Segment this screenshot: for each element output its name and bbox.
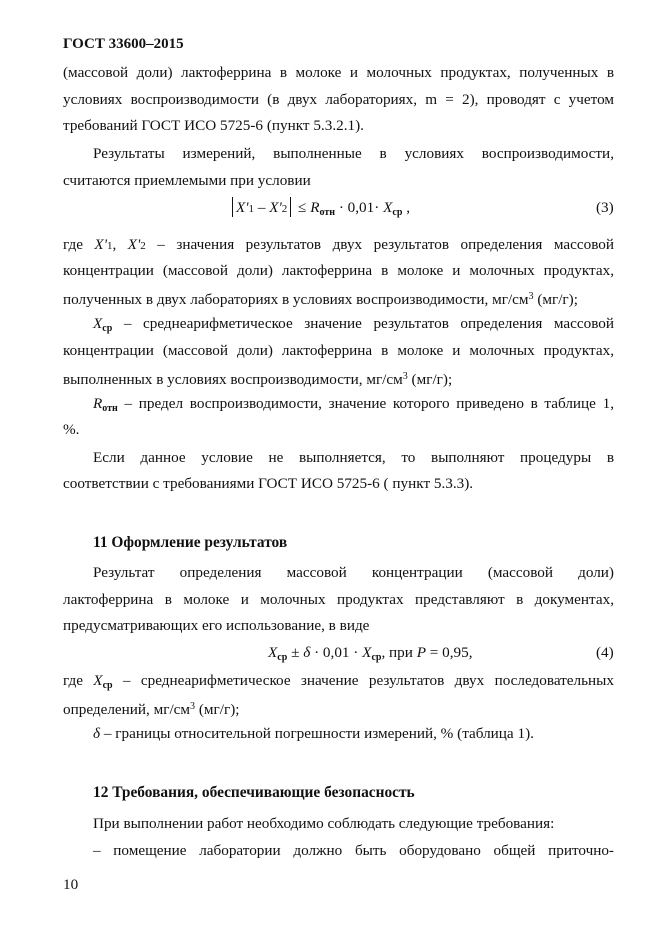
text-line — [63, 671, 614, 696]
superscript: 3 — [528, 291, 534, 302]
formula-symbol: R — [310, 199, 320, 216]
text-line — [63, 697, 614, 720]
text: концентрации (массовой доли) лактоферрина в молоке и молочных продуктах, — [63, 262, 614, 279]
formula-operator: · 0,01 · — [310, 644, 363, 661]
text-line — [63, 420, 614, 440]
formula-subscript: 2 — [140, 240, 146, 252]
text-line — [63, 116, 614, 136]
formula-operator: ± — [287, 644, 304, 661]
formula-symbol: P — [416, 644, 426, 661]
formula-text: , при — [381, 644, 417, 661]
equation-number: (3) — [596, 199, 614, 216]
text-line — [93, 394, 614, 419]
text: полученных в двух лабораториях в условиях воспроизводимости, мг/см — [63, 291, 529, 308]
formula-subscript: 1 — [106, 240, 113, 252]
equation-number: (4) — [596, 644, 614, 661]
text: требований ГОСТ ИСО 5725-6 (пункт 5.3.2.1). — [63, 117, 364, 134]
text: %. — [63, 421, 80, 438]
formula-subscript: 1 — [248, 203, 255, 215]
formula-subscript: 2 — [281, 203, 288, 215]
text-line — [63, 63, 614, 83]
text: определений, мг/см — [63, 701, 191, 718]
formula-operator: ≤ — [294, 199, 311, 216]
formula-3 — [229, 197, 410, 218]
text: – предел воспроизводимости, значение которого приведено в таблице 1, — [117, 395, 614, 412]
text-line — [93, 724, 614, 744]
formula-subscript: ср — [371, 652, 382, 663]
formula-symbol: X — [268, 644, 278, 661]
text: лактоферрина в молоке и молочных продуктах представляют в документах, — [63, 591, 614, 608]
formula-symbol: X' — [127, 236, 141, 253]
formula-subscript: отн — [102, 403, 118, 414]
text: где — [63, 672, 94, 689]
section-heading: 12 Требования, обеспечивающие безопасность — [93, 784, 415, 801]
formula-operator: – — [254, 199, 270, 216]
formula-symbol: X — [93, 672, 103, 689]
text-line — [63, 287, 614, 310]
formula-subscript: отн — [319, 207, 336, 218]
formula-symbol: R — [93, 395, 103, 412]
text-line — [63, 235, 614, 256]
formula-subscript: ср — [277, 652, 288, 663]
text-line — [93, 563, 614, 583]
formula-punct: , — [402, 199, 410, 216]
text-line — [63, 367, 614, 390]
text: выполненных в условиях воспроизводимости, мг/см — [63, 371, 403, 388]
formula-symbol: X — [93, 315, 103, 332]
superscript: 3 — [190, 701, 196, 712]
section-heading: 11 Оформление результатов — [93, 534, 288, 551]
abs-bar-right — [290, 197, 291, 217]
text: – помещение лаборатории должно быть оборудовано общей приточно- — [93, 842, 614, 859]
text: , — [112, 236, 128, 253]
text: (мг/г); — [407, 371, 453, 388]
formula-4 — [268, 644, 473, 663]
text: считаются приемлемыми при условии — [63, 172, 311, 189]
text: – значения результатов двух результатов определения массовой — [145, 236, 614, 253]
text-line — [63, 90, 614, 110]
text-line — [63, 261, 614, 281]
abs-bar-left — [232, 197, 233, 217]
text-line — [63, 616, 614, 636]
document-header: ГОСТ 33600–2015 — [63, 36, 184, 52]
text: концентрации (массовой доли) лактоферрина в молоке и молочных продуктах, — [63, 342, 614, 359]
text: соответствии с требованиями ГОСТ ИСО 5725-6 ( пункт 5.3.3). — [63, 475, 474, 492]
text: Результаты измерений, выполненные в условиях воспроизводимости, — [93, 145, 614, 162]
formula-symbol: δ — [93, 725, 101, 742]
formula-subscript: ср — [102, 323, 113, 334]
formula-symbol: X' — [236, 199, 249, 216]
text: Если данное условие не выполняется, то выполняют процедуры в — [93, 449, 614, 466]
text-line — [63, 171, 614, 191]
formula-subscript: ср — [102, 680, 113, 691]
text-line — [93, 448, 614, 468]
formula-symbol: X' — [269, 199, 282, 216]
text: – среднеарифметическое значение результатов двух последовательных — [112, 672, 614, 689]
text: Результат определения массовой концентрации (массовой доли) — [93, 564, 614, 581]
text: (мг/г); — [533, 291, 578, 308]
page-number: 10 — [63, 876, 79, 893]
text: предусматривающих его использование, в виде — [63, 617, 370, 634]
formula-operator: · 0,01· — [335, 199, 384, 216]
text-line — [93, 841, 614, 861]
text: (мг/г); — [195, 701, 240, 718]
text-line — [63, 590, 614, 610]
text: – границы относительной погрешности измерений, % (таблица 1). — [100, 725, 534, 742]
text-line — [93, 314, 614, 339]
superscript: 3 — [402, 371, 408, 382]
formula-symbol: δ — [303, 644, 311, 661]
text-line — [93, 144, 614, 164]
text-line — [63, 341, 614, 361]
text: (массовой доли) лактоферрина в молоке и молочных продуктах, полученных в — [63, 64, 614, 81]
text-line — [93, 814, 614, 834]
formula-symbol: X — [383, 199, 393, 216]
text: где — [63, 236, 95, 253]
text: – среднеарифметическое значение результатов определения массовой — [112, 315, 614, 332]
formula-subscript: ср — [392, 207, 403, 218]
formula-symbol: X' — [94, 236, 107, 253]
text: При выполнении работ необходимо соблюдать следующие требования: — [93, 815, 555, 832]
text-line — [63, 474, 614, 494]
formula-text: = 0,95, — [425, 644, 473, 661]
text: условиях воспроизводимости (в двух лабораториях, m = 2), проводят с учетом — [63, 91, 614, 108]
formula-symbol: X — [362, 644, 372, 661]
